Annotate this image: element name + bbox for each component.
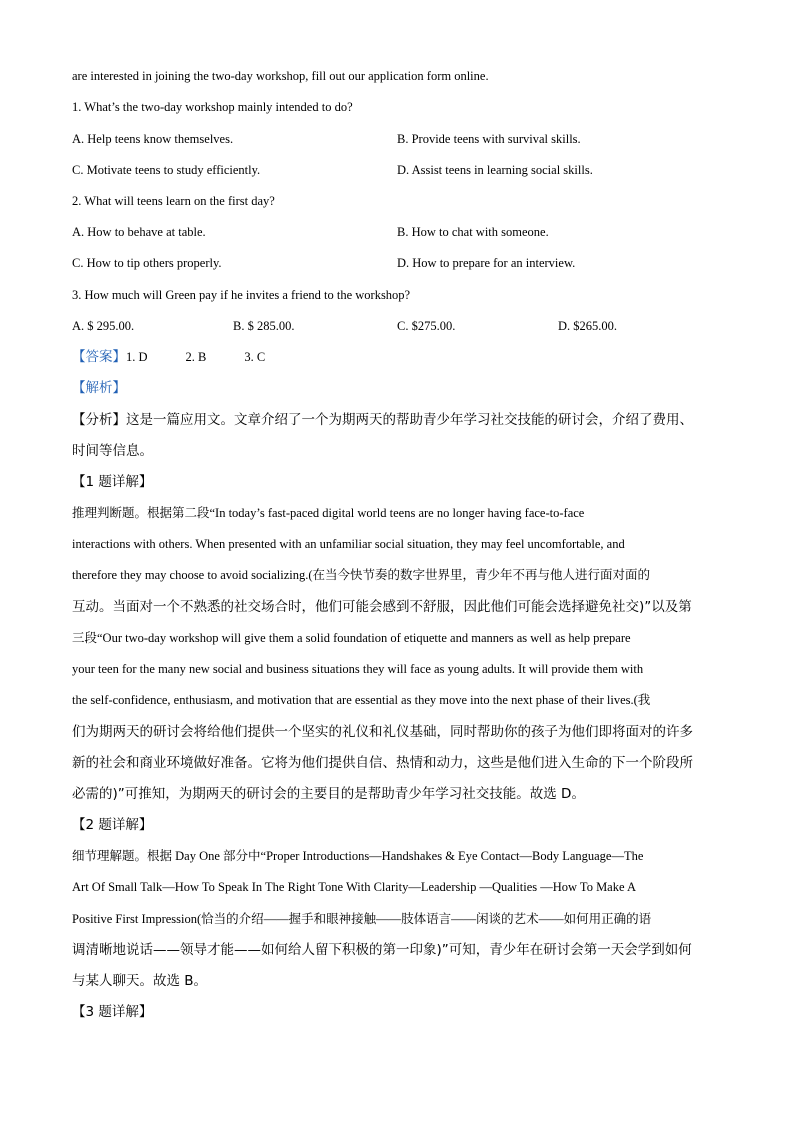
question-2-options-row-1 (72, 223, 722, 241)
q1-line-2: interactions with others. When presented with an unfamiliar social situation, they may feel uncomfortable, and (72, 537, 625, 551)
option-2a: A. How to behave at table. (72, 225, 206, 239)
fenxi-line-2: 时间等信息。 (72, 443, 153, 459)
q1-line-1: 推理判断题。根据第二段“In today’s fast-paced digital world teens are no longer having face-to-face (72, 506, 585, 520)
q2-line-2: Art Of Small Talk—How To Speak In The Right Tone With Clarity—Leadership —Qualities —How To Make A (72, 880, 636, 894)
q1-line-9: 新的社会和商业环境做好准备。它将为他们提供自信、热情和动力，这些是他们进入生命的下一个阶段所 (72, 755, 693, 771)
question-1-options-row-1 (72, 130, 722, 148)
option-3a: A. $ 295.00. (72, 319, 135, 333)
question-2-stem: 2. What will teens learn on the first day? (72, 194, 275, 208)
answer-item-3: 3. C (244, 350, 266, 364)
question-1-stem: 1. What’s the two-day workshop mainly intended to do? (72, 100, 353, 114)
q2-line-3: Positive First Impression(恰当的介绍——握手和眼神接触——肢体语言——闲谈的艺术——如何用正确的语 (72, 912, 652, 926)
question-2-options-row-2 (72, 254, 722, 272)
option-1c: C. Motivate teens to study efficiently. (72, 163, 261, 177)
answer-line (72, 348, 265, 366)
fenxi-line-1: 【分析】这是一篇应用文。文章介绍了一个为期两天的帮助青少年学习社交技能的研讨会，介绍了费用、 (72, 412, 693, 428)
option-2d: D. How to prepare for an interview. (397, 256, 576, 270)
option-3c: C. $275.00. (397, 319, 456, 333)
q2-line-4: 调清晰地说话——领导才能——如何给人留下积极的第一印象)”可知，青少年在研讨会第一天会学到如何 (72, 942, 692, 958)
q1-line-4: 互动。当面对一个不熟悉的社交场合时，他们可能会感到不舒服，因此他们可能会选择避免社交)”以及第 (72, 599, 692, 615)
q1-header: 【1 题详解】 (72, 474, 153, 490)
q3-header: 【3 题详解】 (72, 1004, 153, 1020)
q2-line-5: 与某人聊天。故选 B。 (72, 973, 208, 989)
intro-text: are interested in joining the two-day workshop, fill out our application form online. (72, 69, 489, 83)
answer-item-2: 2. B (185, 350, 207, 364)
q1-line-8: 们为期两天的研讨会将给他们提供一个坚实的礼仪和礼仪基础，同时帮助你的孩子为他们即将面对的许多 (72, 724, 693, 740)
option-1b: B. Provide teens with survival skills. (397, 132, 581, 146)
option-2c: C. How to tip others properly. (72, 256, 222, 270)
q1-line-10: 必需的)”可推知，为期两天的研讨会的主要目的是帮助青少年学习社交技能。故选 D。 (72, 786, 585, 802)
answer-tag: 【答案】 (72, 349, 126, 365)
option-1a: A. Help teens know themselves. (72, 132, 234, 146)
option-3b: B. $ 285.00. (233, 319, 295, 333)
q1-line-6: your teen for the many new social and business situations they will face as young adults. It will provide them with (72, 662, 644, 676)
question-3-stem: 3. How much will Green pay if he invites a friend to the workshop? (72, 288, 411, 302)
q1-line-3: therefore they may choose to avoid socializing.(在当今快节奏的数字世界里，青少年不再与他人进行面对面的 (72, 568, 651, 582)
question-1-options-row-2 (72, 161, 722, 179)
answer-item-1: 1. D (126, 350, 148, 364)
analysis-tag: 【解析】 (72, 380, 126, 396)
q2-header: 【2 题详解】 (72, 817, 153, 833)
q1-line-5: 三段“Our two-day workshop will give them a solid foundation of etiquette and manners as well as help prepare (72, 631, 631, 645)
q2-line-1: 细节理解题。根据 Day One 部分中“Proper Introductions—Handshakes & Eye Contact—Body Language—The (72, 849, 644, 863)
option-3d: D. $265.00. (558, 319, 618, 333)
option-1d: D. Assist teens in learning social skills. (397, 163, 593, 177)
option-2b: B. How to chat with someone. (397, 225, 549, 239)
q1-line-7: the self-confidence, enthusiasm, and motivation that are essential as they move into the next phase of their lives.(我 (72, 693, 651, 707)
